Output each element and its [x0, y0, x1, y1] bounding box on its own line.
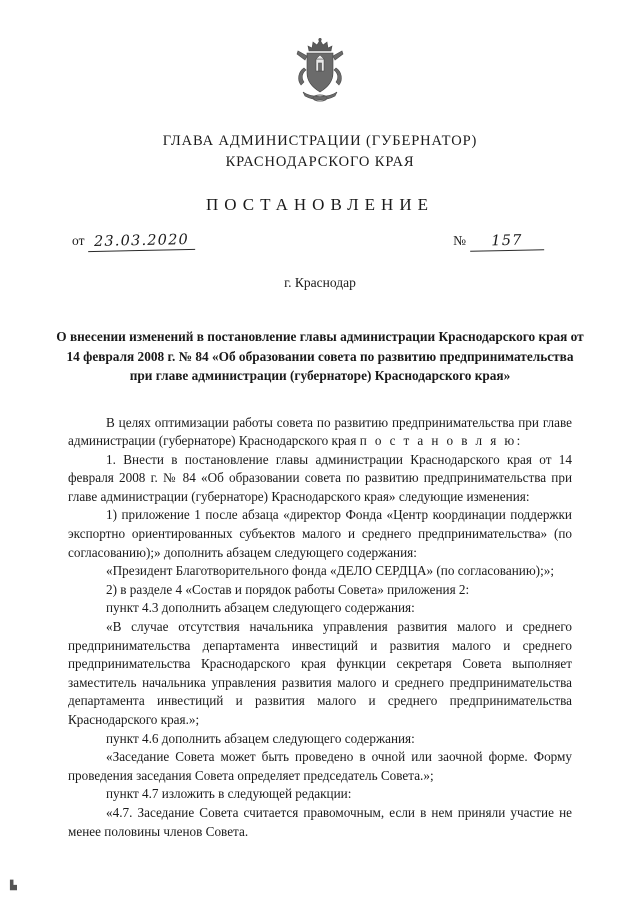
paragraph-5: пункт 4.3 дополнить абзацем следующего содержания:	[106, 600, 415, 616]
number-group	[453, 233, 544, 251]
scan-corner-mark: ▙	[10, 880, 17, 890]
paragraph-7: пункт 4.6 дополнить абзацем следующего содержания:	[106, 730, 415, 746]
coat-of-arms-icon	[291, 38, 349, 104]
date-group	[72, 233, 196, 251]
document-type: ПОСТАНОВЛЕНИЕ	[205, 195, 434, 214]
authority-header	[0, 131, 640, 173]
paragraph-intro-text: В целях оптимизации работы совета по развитию предпринимательства при главе администрации (губернаторе) Краснодарского края	[68, 414, 572, 449]
document-body	[68, 414, 572, 842]
paragraph-2: 1) приложение 1 после абзаца «директор Фонда «Центр координации поддержки экспортно ориентированных субъектов малого и среднего предпринимательства» (по согласованию);» дополнить абзацем следующего содержания:	[68, 507, 572, 560]
date-number-row	[0, 233, 640, 259]
document-title: О внесении изменений в постановление главы администрации Краснодарского края от 14 февраля 2008 г. № 84 «Об образовании совета по развитию предпринимательства при главе администрации (губернаторе) Краснодарского края»	[56, 329, 584, 383]
city-line: г. Краснодар	[284, 275, 356, 290]
paragraph-intro-spaced: п о с т а н о в л я ю:	[359, 433, 523, 449]
number-value: 157	[470, 232, 544, 252]
paragraph-3: «Президент Благотворительного фонда «ДЕЛО СЕРДЦА» (по согласованию);»;	[106, 563, 554, 579]
paragraph-1: 1. Внести в постановление главы администрации Краснодарского края от 14 февраля 2008 г. № 84 «Об образовании совета по развитию предпринимательства при главе администрации (губернаторе) Краснодарского края» следующие изменения:	[68, 451, 572, 504]
emblem-container	[0, 0, 640, 109]
paragraph-6: «В случае отсутствия начальника управления развития малого и среднего предпринимательства департамента инвестиций и развития малого и среднего предпринимательства Краснодарского края функции секретаря Совета выполняет заместитель начальника управления развития малого и среднего предпринимательства департамента инвестиций и развития малого и среднего предпринимательства Краснодарского края.»;	[68, 619, 572, 727]
paragraph-intro	[68, 414, 572, 451]
date-label: от	[72, 233, 85, 248]
paragraph-8: «Заседание Совета может быть проведено в очной или заочной форме. Форму проведения заседания Совета определяет председатель Совета.»;	[68, 749, 572, 783]
paragraph-9: пункт 4.7 изложить в следующей редакции:	[106, 786, 352, 802]
paragraph-10: «4.7. Заседание Совета считается правомочным, если в нем приняли участие не менее половины членов Совета.	[68, 804, 572, 839]
date-value: 23.03.2020	[88, 232, 195, 252]
number-label: №	[453, 233, 466, 248]
paragraph-4: 2) в разделе 4 «Состав и порядок работы Совета» приложения 2:	[106, 581, 470, 597]
authority-line-1: ГЛАВА АДМИНИСТРАЦИИ (ГУБЕРНАТОР)	[162, 133, 478, 149]
authority-line-2: КРАСНОДАРСКОГО КРАЯ	[225, 154, 415, 170]
